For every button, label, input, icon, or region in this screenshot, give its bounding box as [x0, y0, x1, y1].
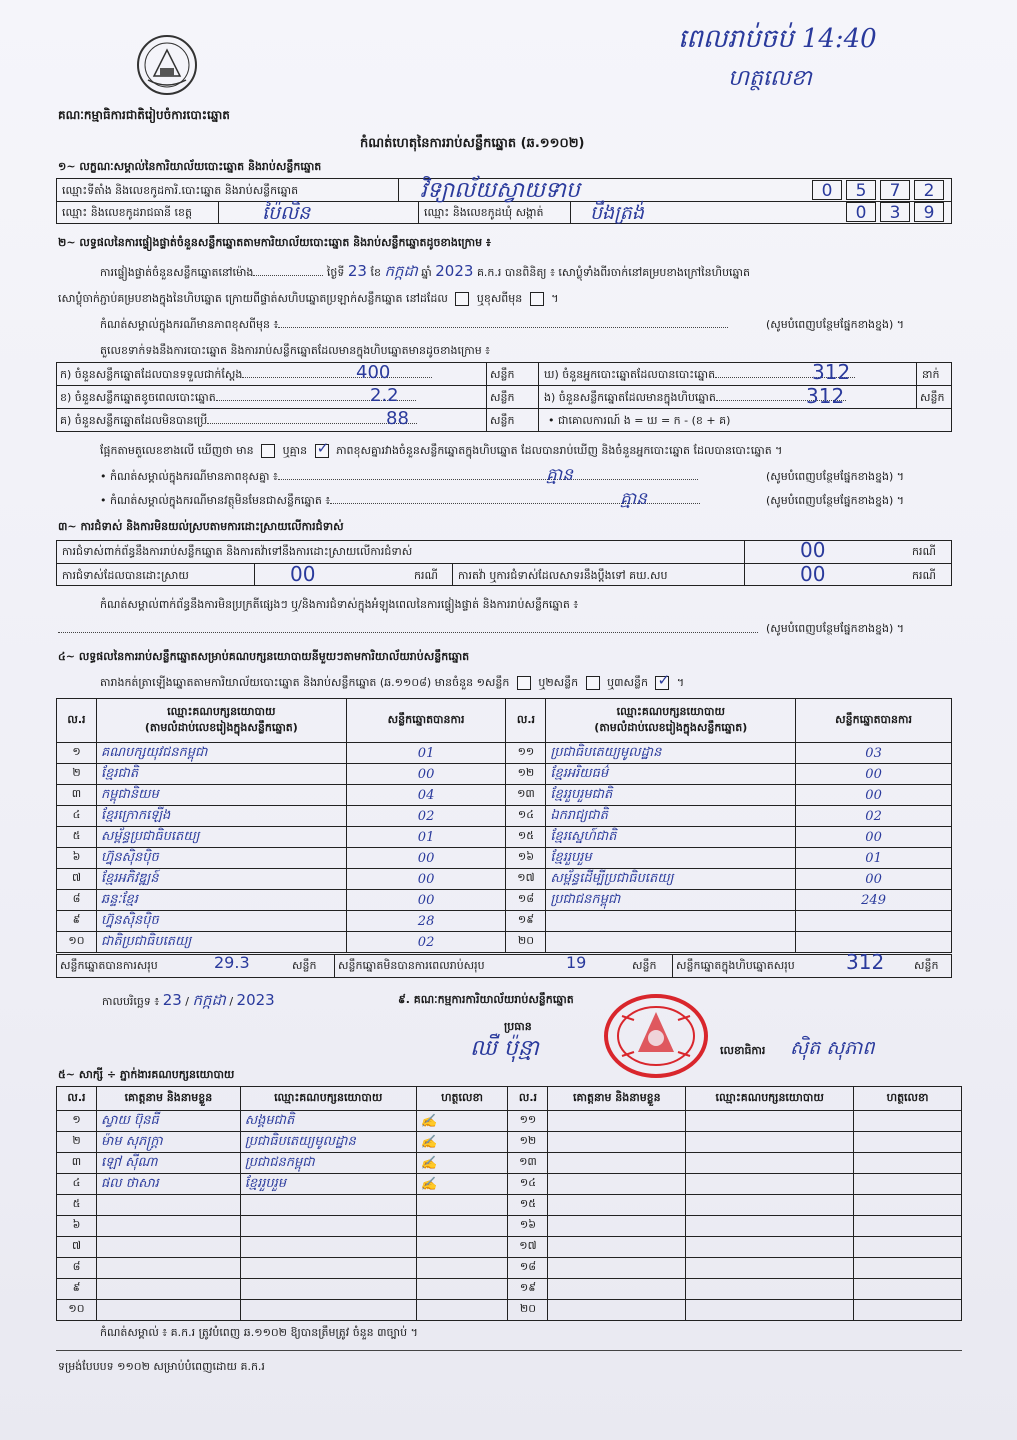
- resolved-label: ការជំទាស់ដែលបានដោះស្រាយ: [62, 569, 189, 582]
- handwritten-initials: ហត្ថលេខា: [728, 66, 812, 91]
- party-no: ៤: [57, 806, 97, 827]
- agent-col-name: គោត្តនាម និងនាមខ្លួន: [96, 1087, 240, 1111]
- commune-value: បឹងត្រង់: [590, 202, 644, 224]
- section3-heading: ៣~ ការជំទាស់ និងការមិនយល់ស្របតាមការដោះស្រាយលើការជំទាស់: [58, 520, 344, 533]
- commune-label: ឈ្មោះ និងលេខកូដឃុំ សង្កាត់: [424, 206, 544, 219]
- agent-name: [96, 1300, 240, 1321]
- table-row: [57, 1132, 962, 1153]
- agent-no: ១៩: [508, 1279, 548, 1300]
- agent-no: ៧: [57, 1237, 97, 1258]
- party-votes: 00: [796, 827, 952, 848]
- col-party: [96, 699, 346, 743]
- party-name: ហ្វ៊ុនស៊ិនប៉ិច: [96, 848, 346, 869]
- table-row: [57, 911, 952, 932]
- three-sheet-label: ឬ៣សន្លឹក: [607, 676, 648, 689]
- agent-signature: ✍: [416, 1153, 508, 1174]
- section5-heading: ៥~ សាក្សី ÷ ភ្នាក់ងារគណបក្សនយោបាយ: [58, 1068, 235, 1081]
- total-invalid-value: 19: [566, 953, 587, 972]
- agent-no: ៥: [57, 1195, 97, 1216]
- table-row: [57, 932, 952, 953]
- difference-note-bullet: • កំណត់សម្គាល់ក្នុងករណីមានភាពខុសគ្នា ៖: [100, 470, 278, 483]
- table-row: [57, 869, 952, 890]
- party-votes: [796, 911, 952, 932]
- agent-party: [686, 1195, 854, 1216]
- table-row: [57, 743, 952, 764]
- same-checkbox[interactable]: [455, 292, 469, 306]
- agent-col-no: ល.រ: [57, 1087, 97, 1111]
- fill-hint: (សូមបំពេញបន្ថែមផ្នែកខាងខ្នង) ។: [766, 318, 905, 331]
- party-no: ១១: [506, 743, 546, 764]
- footnote: កំណត់សម្គាល់ ៖ គ.ក.រ ត្រូវបំពេញ ឆ.១១០២ ឱ្យបានត្រឹមត្រូវ ចំនួន ៣ច្បាប់ ។: [100, 1326, 418, 1339]
- agent-name: [548, 1153, 686, 1174]
- col-party-sub: (តាមលំដាប់លេខរៀងក្នុងសន្លឹកឆ្នោត): [144, 720, 298, 734]
- party-name: ហ្វ៊ុនស៊ិនប៉ិច: [96, 911, 346, 932]
- location-value: វិទ្យាល័យស្វាយទាប: [420, 178, 580, 203]
- agent-party: [240, 1300, 416, 1321]
- attachment-text: តារាងកត់ត្រាឡើងឆ្នោតតាមការិយាល័យបោះឆ្នោត និងរាប់សន្លឹកឆ្នោត (ឆ.១១០៨) មានចំនួន ១សន្លឹក: [100, 676, 510, 689]
- agent-name: [548, 1174, 686, 1195]
- agent-signature: [854, 1216, 962, 1237]
- agent-party: [686, 1258, 854, 1279]
- party-no: ២: [57, 764, 97, 785]
- table-row: [57, 848, 952, 869]
- voters-label: ឃ) ចំនួនអ្នកបោះឆ្នោតដែលបានបោះឆ្នោត: [544, 368, 716, 381]
- has-difference-checkbox[interactable]: [261, 444, 275, 458]
- col-party: [546, 699, 796, 743]
- table-row: [57, 1279, 962, 1300]
- commune-code-digit: 0: [846, 202, 876, 222]
- table-row: [57, 1237, 962, 1258]
- party-name: ខ្មែរអរិយធម៌: [546, 764, 796, 785]
- party-name: ប្រជាជនកម្ពុជា: [546, 890, 796, 911]
- chair-label: ប្រធាន: [504, 1020, 532, 1033]
- section4-heading: ៤~ លទ្ធផលនៃការរាប់សន្លឹកឆ្នោតសម្រាប់គណបក្សនយោបាយនីមួយៗតាមការិយាល័យរាប់សន្លឹកឆ្នោត: [58, 650, 470, 663]
- agent-party: [686, 1279, 854, 1300]
- month-value: កក្កដា: [384, 262, 418, 280]
- total-valid-value: 29.3: [214, 953, 250, 972]
- committee-label: ៩. គណៈកម្មការការិយាល័យរាប់សន្លឹកឆ្នោត: [398, 993, 574, 1006]
- party-name: ខ្មែររួបរួម: [546, 848, 796, 869]
- col-votes: សន្លឹកឆ្នោតបានការ: [346, 699, 506, 743]
- agent-signature: [416, 1216, 508, 1237]
- party-votes: 02: [796, 806, 952, 827]
- party-no: ៦: [57, 848, 97, 869]
- ballots-in-box-value: 312: [806, 384, 845, 408]
- commune-code-digit: 9: [914, 202, 944, 222]
- agent-col-no: ល.រ: [508, 1087, 548, 1111]
- date-day: 23: [162, 991, 182, 1009]
- agent-party: [686, 1132, 854, 1153]
- agent-name: [548, 1300, 686, 1321]
- party-votes: 02: [346, 932, 506, 953]
- committee-name: គណៈកម្មាធិការជាតិរៀបចំការបោះឆ្នោត: [58, 108, 230, 122]
- party-votes: 28: [346, 911, 506, 932]
- agent-signature: [416, 1300, 508, 1321]
- agent-name: ផល ថាសារ: [96, 1174, 240, 1195]
- agent-party: [686, 1174, 854, 1195]
- three-sheet-checkbox[interactable]: [655, 676, 669, 690]
- party-no: ១២: [506, 764, 546, 785]
- party-name: ជាតិប្រជាធិបតេយ្យ: [96, 932, 346, 953]
- fill-hint: (សូមបំពេញបន្ថែមផ្នែកខាងខ្នង) ។: [766, 470, 905, 483]
- party-name: ប្រជាធិបតេយ្យមូលដ្ឋាន: [546, 743, 796, 764]
- voters-value: 312: [812, 360, 851, 384]
- party-votes: 00: [796, 764, 952, 785]
- agent-party: ប្រជាជនកម្ពុជា: [240, 1153, 416, 1174]
- agent-party: ខ្មែររួបរួម: [240, 1174, 416, 1195]
- agent-signature: [854, 1279, 962, 1300]
- agent-no: ១១: [508, 1111, 548, 1132]
- party-name: ខ្មែរក្រោកឡើង: [96, 806, 346, 827]
- agent-signature: [854, 1258, 962, 1279]
- ballots-in-box-label: ង) ចំនួនសន្លឹកឆ្នោតដែលមានក្នុងហិបឆ្នោត: [544, 391, 716, 404]
- agent-signature: [854, 1237, 962, 1258]
- table-row: [57, 1111, 962, 1132]
- agent-signature: [416, 1279, 508, 1300]
- date-label: កាលបរិច្ឆេទ ៖: [102, 995, 160, 1008]
- agent-signature: [854, 1195, 962, 1216]
- party-votes: 00: [796, 869, 952, 890]
- party-name: ឯករាជ្យជាតិ: [546, 806, 796, 827]
- agent-no: ១៥: [508, 1195, 548, 1216]
- agent-name: [96, 1195, 240, 1216]
- unit-sheet: សន្លឹក: [914, 959, 939, 972]
- col-party-title: ឈ្មោះគណបក្សនយោបាយ: [167, 704, 276, 718]
- table-row: [57, 1153, 962, 1174]
- secretary-label: លេខាធិការ: [720, 1044, 766, 1057]
- difference-check-text: ផ្អែកតាមតួលេខខាងលើ ឃើញថា មាន: [100, 444, 254, 457]
- unit-sheet: សន្លឹក: [490, 414, 515, 427]
- agent-party: [240, 1195, 416, 1216]
- party-votes: 02: [346, 806, 506, 827]
- agent-name: [548, 1132, 686, 1153]
- party-name: [546, 932, 796, 953]
- year-value: 2023: [435, 262, 474, 280]
- party-no: ១៥: [506, 827, 546, 848]
- party-no: ១៩: [506, 911, 546, 932]
- agent-name: [548, 1237, 686, 1258]
- foreign-object-bullet: • កំណត់សម្គាល់ក្នុងករណីមានវត្ថុមិនមែនជាសន្លឹកឆ្នោត ៖: [100, 494, 331, 507]
- agent-no: ១៨: [508, 1258, 548, 1279]
- agent-name: ស្វាយ ប៊ុនធី: [96, 1111, 240, 1132]
- unit-sheet: សន្លឹក: [632, 959, 657, 972]
- agent-no: ១៦: [508, 1216, 548, 1237]
- date-year: 2023: [236, 991, 275, 1009]
- col-party-title: ឈ្មោះគណបក្សនយោបាយ: [616, 704, 725, 718]
- party-votes: 04: [346, 785, 506, 806]
- no-difference-checkbox[interactable]: [315, 444, 329, 458]
- totals-box: [56, 954, 952, 978]
- agent-no: ១៣: [508, 1153, 548, 1174]
- no-difference-label: ឬគ្មាន: [282, 444, 308, 457]
- agent-signature: ✍: [416, 1174, 508, 1195]
- party-votes: 00: [346, 869, 506, 890]
- agent-no: ៦: [57, 1216, 97, 1237]
- agent-signature: [854, 1300, 962, 1321]
- agent-party: [686, 1216, 854, 1237]
- party-no: ១: [57, 743, 97, 764]
- party-no: ៨: [57, 890, 97, 911]
- party-no: ៩: [57, 911, 97, 932]
- col-no: ល.រ: [506, 699, 546, 743]
- total-valid-label: សន្លឹកឆ្នោតបានការសរុប: [60, 959, 158, 972]
- party-votes: 00: [346, 890, 506, 911]
- table-row: [57, 785, 952, 806]
- party-name: គណបក្សយុវជនកម្ពុជា: [96, 743, 346, 764]
- form-footer: ទម្រង់បែបបទ ១១០២ សម្រាប់បំពេញដោយ គ.ក.រ: [58, 1360, 265, 1373]
- agent-signature: [416, 1237, 508, 1258]
- party-no: ១០: [57, 932, 97, 953]
- table-row: [57, 1258, 962, 1279]
- irregularity-note: កំណត់សម្គាល់ពាក់ព័ន្ធនឹងការមិនប្រក្រតីផ្សេងៗ ឬ/និងការជំទាស់ក្នុងអំឡុងពេលនៃការផ្ទៀងផ្ទាត់ និងការរាប់សន្លឹកឆ្នោត ៖: [100, 598, 579, 611]
- nec-emblem-icon: [136, 34, 198, 96]
- location-code-digit: 2: [914, 180, 944, 200]
- agent-col-name: គោត្តនាម និងនាមខ្លួន: [548, 1087, 686, 1111]
- difference-note-value: គ្មាន: [546, 465, 573, 485]
- agent-name: [548, 1279, 686, 1300]
- party-name: កម្ពុជានិយម: [96, 785, 346, 806]
- appealed-label: ការតវ៉ា ឬការជំទាស់ដែលសាទរនឹងប្តឹងទៅ គឃ.សប: [458, 569, 668, 582]
- unit-person: នាក់: [922, 368, 940, 381]
- col-party-sub: (តាមលំដាប់លេខរៀងក្នុងសន្លឹកឆ្នោត): [594, 720, 748, 734]
- day-value: 23: [347, 262, 367, 280]
- table-row: [57, 764, 952, 785]
- formula: • ជាគោលការណ៍ ង = ឃ = ក - (ខ + គ): [548, 414, 731, 427]
- difference-note-label: កំណត់សម្គាល់ក្នុងករណីមានភាពខុសពីមុន ៖: [100, 318, 279, 331]
- agent-name: [548, 1111, 686, 1132]
- section1-heading: ១~ លក្ខណៈសម្គាល់នៃការិយាល័យបោះឆ្នោត និងរាប់សន្លឹកឆ្នោត: [58, 160, 322, 173]
- party-no: ១៨: [506, 890, 546, 911]
- agent-name: ឡៅ ស៊ីណា: [96, 1153, 240, 1174]
- party-no: ៣: [57, 785, 97, 806]
- complaints-label: ការជំទាស់ពាក់ព័ន្ធនឹងការរាប់សន្លឹកឆ្នោត និងការតវ៉ាទៅនឹងការដោះស្រាយលើការជំទាស់: [62, 545, 413, 558]
- location-code-digit: 7: [880, 180, 910, 200]
- agent-name: [548, 1216, 686, 1237]
- party-votes: 00: [346, 848, 506, 869]
- table-row: [57, 827, 952, 848]
- table-row: [57, 806, 952, 827]
- commune-code-digit: 3: [880, 202, 910, 222]
- agent-no: ២០: [508, 1300, 548, 1321]
- agent-party: [240, 1258, 416, 1279]
- agent-name: [96, 1216, 240, 1237]
- party-no: ១៦: [506, 848, 546, 869]
- party-votes: 01: [796, 848, 952, 869]
- party-name: ខ្មែរស្នេហ៍ជាតិ: [546, 827, 796, 848]
- table-row: [57, 1195, 962, 1216]
- difference-check-rest: ភាពខុសគ្នារវាងចំនួនសន្លឹកឆ្នោតក្នុងហិបឆ្នោត ដែលបានរាប់ឃើញ និងចំនួនអ្នកបោះឆ្នោត ដែលបានបោះឆ្នោត ។: [336, 444, 783, 457]
- fill-hint: (សូមបំពេញបន្ថែមផ្នែកខាងខ្នង) ។: [766, 494, 905, 507]
- agent-no: ៣: [57, 1153, 97, 1174]
- table-row: [57, 1174, 962, 1195]
- party-no: ១៤: [506, 806, 546, 827]
- location-code-digit: 5: [846, 180, 876, 200]
- party-votes: 249: [796, 890, 952, 911]
- chair-signature: ឈឺ ប៉ុន្មា: [470, 1036, 539, 1061]
- one-sheet-checkbox[interactable]: [517, 676, 531, 690]
- counts-intro: តួលេខទាក់ទងនឹងការបោះឆ្នោត និងការរាប់សន្លឹកឆ្នោតដែលមានក្នុងហិបឆ្នោតមានដូចខាងក្រោម ៖: [100, 344, 491, 357]
- party-no: ១៣: [506, 785, 546, 806]
- unused-label: គ) ចំនួនសន្លឹកឆ្នោតដែលមិនបានប្រើ: [60, 414, 208, 427]
- resolved-value: 00: [290, 562, 316, 586]
- agent-party: [686, 1300, 854, 1321]
- party-votes: 03: [796, 743, 952, 764]
- agents-table: [56, 1086, 962, 1321]
- unit-case: ករណី: [912, 569, 936, 582]
- changed-checkbox[interactable]: [530, 292, 544, 306]
- received-value: 400: [356, 362, 391, 383]
- document-sheet: ពេលរាប់ចប់ 14:40 ហត្ថលេខា គណៈកម្មាធិការជាតិរៀបចំការបោះឆ្នោត កំណត់ហេតុនៃការរាប់សន្លឹកឆ្នោត (ឆ.១១០២) ១~ លក្ខណៈសម្គាល់នៃការិយាល័យបោះឆ្នោត និងរាប់សន្លឹកឆ្នោត ឈ្មោះទីតាំង និងលេខកូដការិ.បោះឆ្នោត និងរាប់សន្លឹកឆ្នោត វិទ្យាល័យស្វាយទាប 0 5 7 2 ឈ្មោះ និងលេខកូដរាជធានី ខេត្ត ប៉ៃលិន ឈ្មោះ និងលេខកូដឃុំ សង្កាត់ បឹងត្រង់ 0 3 9 ២~ លទ្ធផលនៃការផ្ទៀងផ្ទាត់ចំនួនសន្លឹកឆ្នោតតាមការិយាល័យបោះឆ្នោត និងរាប់សន្លឹកឆ្នោតដូចខាងក្រោម ៖ ការផ្ទៀងផ្ទាត់ចំនួនសន្លឹកឆ្នោតនៅម៉ោង ថ្ងៃទី 23 ខែ កក្កដា ឆ្នាំ 2023 គ.ក.រ បានពិនិត្យ ៖ សោប្លុំទាំងពីរចាក់នៅគម្របខាងក្រៅនៃហិបឆ្នោត សោប្លុំចាក់ភ្ជាប់គម្របខាងក្នុងនៃហិបឆ្នោត ក្រោយពីផ្ទាត់សហិបឆ្នោតប្រឡាក់សន្លឹកឆ្នោត នៅដដែល ឬខុសពីមុន ។ កំណត់សម្គាល់ក្នុងករណីមានភាពខុសពីមុន ៖ (សូមបំពេញបន្ថែមផ្នែកខាងខ្នង) ។ តួលេខទាក់ទងនឹងការបោះឆ្នោត និងការរាប់សន្លឹកឆ្នោតដែលមានក្នុងហិបឆ្នោតមានដូចខាងក្រោម ៖ ក) ចំនួនសន្លឹកឆ្នោតដែលបានទទួលជាក់ស្តែង 400 សន្លឹក ខ) ចំនួនសន្លឹកឆ្នោតខូចពេលបោះឆ្នោត 2.2 សន្លឹក គ) ចំនួនសន្លឹកឆ្នោតដែលមិនបានប្រើ 88 សន្លឹក ឃ) ចំនួនអ្នកបោះឆ្នោតដែលបានបោះឆ្នោត 312 នាក់ ង) ចំនួនសន្លឹកឆ្នោតដែលមានក្នុងហិបឆ្នោត 312 សន្លឹក • ជាគោលការណ៍ ង = ឃ = ក - (ខ + គ) ផ្អែកតាមតួលេខខាងលើ ឃើញថា មាន ឬគ្មាន ✓ ភាពខុសគ្នារវាងចំនួនសន្លឹកឆ្នោតក្នុងហិបឆ្នោត ដែលបានរាប់ឃើញ និងចំនួនអ្នកបោះឆ្នោត ដែលបានបោះឆ្នោត ។ • កំណត់សម្គាល់ក្នុងករណីមានភាពខុសគ្នា ៖ គ្មាន (សូមបំពេញបន្ថែមផ្នែកខាងខ្នង) ។ • កំណត់សម្គាល់ក្នុងករណីមានវត្ថុមិនមែនជាសន្លឹកឆ្នោត ៖ គ្មាន (សូមបំពេញបន្ថែមផ្នែកខាងខ្នង) ។ ៣~ ការជំទាស់ និងការមិនយល់ស្របតាមការដោះស្រាយលើការជំទាស់ ការជំទាស់ពាក់ព័ន្ធនឹងការរាប់សន្លឹកឆ្នោត និងការតវ៉ាទៅនឹងការដោះស្រាយលើការជំទាស់ 00 ករណី ការជំទាស់ដែលបានដោះស្រាយ 00 ករណី ការតវ៉ា ឬការជំទាស់ដែលសាទរនឹងប្តឹងទៅ គឃ.សប 00 ករណី កំណត់សម្គាល់ពាក់ព័ន្ធនឹងការមិនប្រក្រតីផ្សេងៗ ឬ/និងការជំទាស់ក្នុងអំឡុងពេលនៃការផ្ទៀងផ្ទាត់ និងការរាប់សន្លឹកឆ្នោត ៖ (សូមបំពេញបន្ថែមផ្នែកខាងខ្នង) ។ ៤~ លទ្ធផលនៃការរាប់សន្លឹកឆ្នោតសម្រាប់គណបក្សនយោបាយនីមួយៗតាមការិយាល័យរាប់សន្លឹកឆ្នោត តារាងកត់ត្រាឡើងឆ្នោតតាមការិយាល័យបោះឆ្នោត និងរាប់សន្លឹកឆ្នោត (ឆ.១១០៨) មានចំនួន ១សន្លឹក ឬ២សន្លឹក ឬ៣សន្លឹក ✓ ។ ល.រ ឈ្មោះគណបក្សនយោបាយ (តាមលំដាប់លេខរៀងក្នុងសន្លឹកឆ្នោត) សន្លឹកឆ្នោតបានការ ល.រ ឈ្មោះគណបក្សនយោបាយ (តាមលំដាប់លេខរៀងក្នុងសន្លឹកឆ្នោត) សន្លឹកឆ្នោតបានការ ១ គណបក្សយុវជនកម្ពុជា 01 ១១ ប្រជាធិបតេយ្យមូលដ្ឋាន 03 ២ ខ្មែរជាតិ 00 ១២ ខ្មែរអរិយធម៌ 00 ៣ កម្ពុជានិយម 04 ១៣ ខ្មែររួបរួមជាតិ 00 ៤ ខ្មែរក្រោកឡើង 02 ១៤ ឯករាជ្យជាតិ 02 ៥ សម្ព័ន្ធប្រជាធិបតេយ្យ 01 ១៥ ខ្មែរស្នេហ៍ជាតិ 00 ៦ ហ្វ៊ុនស៊ិនប៉ិច 00 ១៦ ខ្មែររួបរួម 01 ៧ ខ្មែរអភិវឌ្ឍន៍ 00 ១៧ សម្ព័ន្ធដើម្បីប្រជាធិបតេយ្យ 00 ៨ ឆន្ទៈខ្មែរ 00 ១៨ ប្រជាជនកម្ពុជា 249 ៩ ហ្វ៊ុនស៊ិនប៉ិច 28 ១៩ ១០ ជាតិប្រជាធិបតេយ្យ 02 ២០ សន្លឹកឆ្នោតបានការសរុប 29.3 សន្លឹក សន្លឹកឆ្នោតមិនបានការពេលរាប់សរុប 19 សន្លឹក សន្លឹកឆ្នោតក្នុងហិបឆ្នោតសរុប 312 សន្លឹក កាលបរិច្ឆេទ ៖ 23 / កក្កដា / 2023 ៩. គណៈកម្មការការិយាល័យរាប់សន្លឹកឆ្នោត ប្រធាន ឈឺ ប៉ុន្មា លេខាធិការ ស៊ិត សុភាព ៥~ សាក្សី ÷ ភ្នាក់ងារគណបក្សនយោបាយ ល.រ គោត្តនាម និងនាមខ្លួន ឈ្មោះគណបក្សនយោបាយ ហត្ថលេខា ល.រ គោត្តនាម និងនាមខ្លួន ឈ្មោះគណបក្សនយោបាយ ហត្ថលេខា ១ ស្វាយ ប៊ុនធី សង្គមជាតិ ✍ ១១ ២ ម៉ាម សុភក្ត្រា ប្រជាធិបតេយ្យមូលដ្ឋាន ✍ ១២ ៣ ឡៅ ស៊ីណា ប្រជាជនកម្ពុជា ✍ ១៣ ៤ ផល ថាសារ ខ្មែររួបរួម ✍ ១៤ ៥ ១៥ ៦ ១៦ ៧ ១៧ ៨ ១៨ ៩ ១៩ ១០ ២០ កំណត់សម្គាល់ ៖ គ.ក.រ ត្រូវបំពេញ ឆ.១១០២ ឱ្យបានត្រឹមត្រូវ ចំនួន ៣ច្បាប់ ។ ទម្រង់បែបបទ ១១០២ សម្រាប់បំពេញដោយ គ.ក.រ: [0, 0, 1017, 1440]
- agent-party: [240, 1216, 416, 1237]
- agent-no: ២: [57, 1132, 97, 1153]
- complaints-value: 00: [800, 538, 826, 562]
- table-row: [57, 1300, 962, 1321]
- agent-party: [686, 1237, 854, 1258]
- seal-check-text: គ.ក.រ បានពិនិត្យ ៖ សោប្លុំទាំងពីរចាក់នៅគម្របខាងក្រៅនៃហិបឆ្នោត: [476, 266, 750, 279]
- party-no: ៥: [57, 827, 97, 848]
- agent-name: [548, 1258, 686, 1279]
- total-ballots-value: 312: [846, 950, 885, 974]
- agent-no: ១២: [508, 1132, 548, 1153]
- agent-signature: [416, 1258, 508, 1279]
- table-row: [57, 1216, 962, 1237]
- party-votes: 01: [346, 743, 506, 764]
- received-label: ក) ចំនួនសន្លឹកឆ្នោតដែលបានទទួលជាក់ស្តែង: [60, 368, 243, 381]
- location-label: ឈ្មោះទីតាំង និងលេខកូដការិ.បោះឆ្នោត និងរាប់សន្លឹកឆ្នោត: [62, 184, 299, 197]
- spoiled-value: 2.2: [370, 385, 399, 406]
- party-no: ៧: [57, 869, 97, 890]
- month-label: ខែ: [370, 266, 381, 279]
- agent-party: ប្រជាធិបតេយ្យមូលដ្ឋាន: [240, 1132, 416, 1153]
- handwritten-time-note: ពេលរាប់ចប់ 14:40: [678, 24, 877, 54]
- agent-signature: [854, 1111, 962, 1132]
- day-label: ថ្ងៃទី: [326, 266, 345, 279]
- province-label: ឈ្មោះ និងលេខកូដរាជធានី ខេត្ត: [62, 206, 192, 219]
- agent-signature: [854, 1174, 962, 1195]
- unit-sheet: សន្លឹក: [490, 368, 515, 381]
- agent-signature: ✍: [416, 1132, 508, 1153]
- agent-no: ១៧: [508, 1237, 548, 1258]
- table-row: [57, 890, 952, 911]
- agent-no: ១: [57, 1111, 97, 1132]
- col-votes: សន្លឹកឆ្នោតបានការ: [796, 699, 952, 743]
- party-name: ខ្មែរអភិវឌ្ឍន៍: [96, 869, 346, 890]
- agent-no: ៩: [57, 1279, 97, 1300]
- secretary-signature: ស៊ិត សុភាព: [790, 1037, 875, 1059]
- party-no: ១៧: [506, 869, 546, 890]
- unit-sheet: សន្លឹក: [490, 391, 515, 404]
- verify-time-label: ការផ្ទៀងផ្ទាត់ចំនួនសន្លឹកឆ្នោតនៅម៉ោង: [100, 266, 254, 279]
- agent-name: [548, 1195, 686, 1216]
- agent-signature: [416, 1195, 508, 1216]
- agent-no: ៤: [57, 1174, 97, 1195]
- agent-signature: ✍: [416, 1111, 508, 1132]
- agent-col-party: ឈ្មោះគណបក្សនយោបាយ: [240, 1087, 416, 1111]
- party-no: ២០: [506, 932, 546, 953]
- agent-party: [686, 1153, 854, 1174]
- agent-name: [96, 1258, 240, 1279]
- party-name: ខ្មែររួបរួមជាតិ: [546, 785, 796, 806]
- foreign-object-value: គ្មាន: [620, 489, 647, 509]
- agent-party: សង្គមជាតិ: [240, 1111, 416, 1132]
- agent-col-party: ឈ្មោះគណបក្សនយោបាយ: [686, 1087, 854, 1111]
- date-month: កក្កដា: [192, 991, 226, 1009]
- fill-hint: (សូមបំពេញបន្ថែមផ្នែកខាងខ្នង) ។: [766, 622, 905, 635]
- agent-col-signature: ហត្ថលេខា: [416, 1087, 508, 1111]
- agent-name: [96, 1237, 240, 1258]
- two-sheet-checkbox[interactable]: [586, 676, 600, 690]
- spoiled-label: ខ) ចំនួនសន្លឹកឆ្នោតខូចពេលបោះឆ្នោត: [60, 391, 216, 404]
- votes-table: [56, 698, 952, 953]
- unit-case: ករណី: [414, 569, 438, 582]
- agent-name: ម៉ាម សុភក្ត្រា: [96, 1132, 240, 1153]
- unit-sheet: សន្លឹក: [292, 959, 317, 972]
- party-votes: 00: [796, 785, 952, 806]
- changed-label: ឬខុសពីមុន: [476, 292, 523, 305]
- province-value: ប៉ៃលិន: [262, 202, 311, 224]
- agent-no: ៨: [57, 1258, 97, 1279]
- agent-no: ១៤: [508, 1174, 548, 1195]
- agent-signature: [854, 1132, 962, 1153]
- party-votes: 00: [346, 764, 506, 785]
- party-votes: 01: [346, 827, 506, 848]
- total-invalid-label: សន្លឹកឆ្នោតមិនបានការពេលរាប់សរុប: [338, 959, 485, 972]
- two-sheet-label: ឬ២សន្លឹក: [538, 676, 579, 689]
- year-label: ឆ្នាំ: [421, 266, 432, 279]
- unit-case: ករណី: [912, 545, 936, 558]
- total-ballots-label: សន្លឹកឆ្នោតក្នុងហិបឆ្នោតសរុប: [676, 959, 795, 972]
- agent-party: [686, 1111, 854, 1132]
- agent-col-signature: ហត្ថលេខា: [854, 1087, 962, 1111]
- party-name: ឆន្ទៈខ្មែរ: [96, 890, 346, 911]
- appealed-value: 00: [800, 562, 826, 586]
- section2-heading: ២~ លទ្ធផលនៃការផ្ទៀងផ្ទាត់ចំនួនសន្លឹកឆ្នោតតាមការិយាល័យបោះឆ្នោត និងរាប់សន្លឹកឆ្នោតដូចខាងក្រោម ៖: [58, 236, 491, 249]
- party-name: សម្ព័ន្ធប្រជាធិបតេយ្យ: [96, 827, 346, 848]
- party-name: សម្ព័ន្ធដើម្បីប្រជាធិបតេយ្យ: [546, 869, 796, 890]
- agent-no: ១០: [57, 1300, 97, 1321]
- party-name: ខ្មែរជាតិ: [96, 764, 346, 785]
- inner-seal-text: សោប្លុំចាក់ភ្ជាប់គម្របខាងក្នុងនៃហិបឆ្នោត ក្រោយពីផ្ទាត់សហិបឆ្នោតប្រឡាក់សន្លឹកឆ្នោត នៅដដែល: [58, 292, 448, 305]
- location-code-digit: 0: [812, 180, 842, 200]
- party-name: [546, 911, 796, 932]
- unused-value: 88: [386, 408, 409, 429]
- col-no: ល.រ: [57, 699, 97, 743]
- unit-sheet: សន្លឹក: [920, 391, 945, 404]
- agent-party: [240, 1279, 416, 1300]
- agent-name: [96, 1279, 240, 1300]
- form-title: កំណត់ហេតុនៃការរាប់សន្លឹកឆ្នោត (ឆ.១១០២): [360, 136, 585, 151]
- official-stamp-icon: [602, 994, 710, 1078]
- agent-signature: [854, 1153, 962, 1174]
- agent-party: [240, 1237, 416, 1258]
